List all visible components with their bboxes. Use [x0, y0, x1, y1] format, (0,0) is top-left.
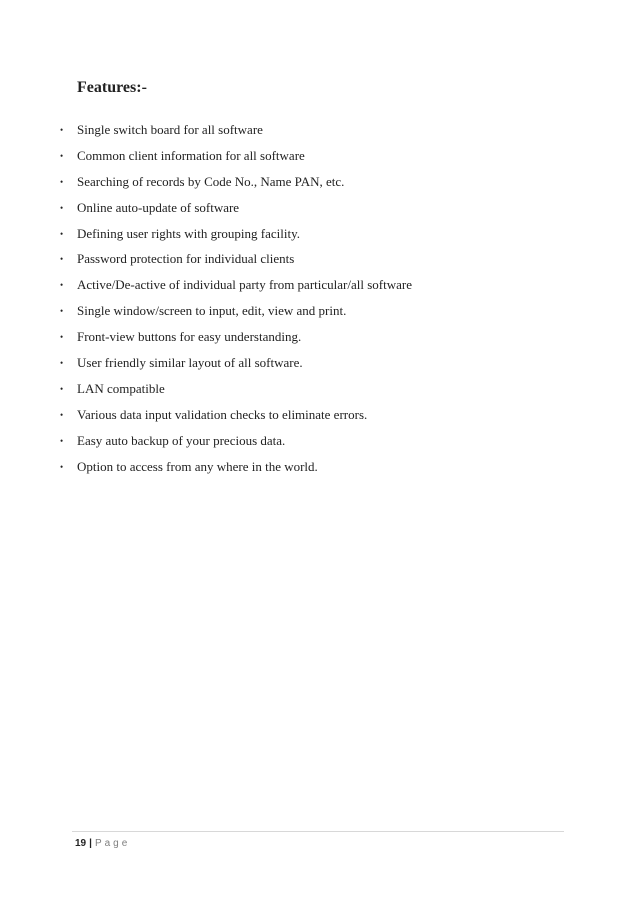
feature-text: Active/De-active of individual party from particular/all software: [77, 277, 412, 293]
bullet-icon: •: [60, 435, 64, 446]
bullet-icon: •: [60, 125, 64, 135]
feature-text: LAN compatible: [77, 380, 165, 396]
footer-separator: |: [89, 838, 92, 849]
bullet-icon: •: [60, 461, 64, 472]
bullet-icon: •: [60, 280, 64, 291]
page-number: 19: [75, 838, 87, 849]
footer-divider: [72, 831, 564, 832]
page-label: Page: [94, 838, 131, 849]
feature-text: Common client information for all software: [77, 147, 305, 163]
bullet-icon: •: [60, 409, 64, 420]
feature-text: Online auto-update of software: [77, 199, 240, 215]
bullet-icon: •: [60, 332, 64, 343]
bullet-icon: •: [60, 358, 64, 369]
feature-text: Password protection for individual clients: [77, 251, 295, 267]
bullet-icon: •: [60, 176, 64, 187]
features-heading: Features:-: [77, 79, 147, 96]
feature-text: Various data input validation checks to eliminate errors.: [77, 406, 368, 422]
bullet-icon: •: [60, 228, 64, 239]
bullet-icon: •: [60, 202, 64, 213]
feature-text: Easy auto backup of your precious data.: [77, 432, 286, 448]
feature-text: User friendly similar layout of all software.: [77, 355, 303, 371]
bullet-icon: •: [60, 254, 64, 265]
bullet-icon: •: [60, 383, 64, 394]
feature-text: Single switch board for all software: [77, 122, 263, 137]
bullet-icon: •: [60, 306, 64, 317]
bullet-icon: •: [60, 150, 64, 161]
page-footer: [75, 837, 130, 851]
feature-text: Single window/screen to input, edit, view and print.: [77, 303, 347, 319]
feature-text: Searching of records by Code No., Name PAN, etc.: [77, 173, 345, 189]
feature-text: Front-view buttons for easy understanding.: [77, 329, 302, 345]
feature-text: Option to access from any where in the world.: [77, 458, 318, 474]
feature-text: Defining user rights with grouping facility.: [77, 225, 301, 241]
